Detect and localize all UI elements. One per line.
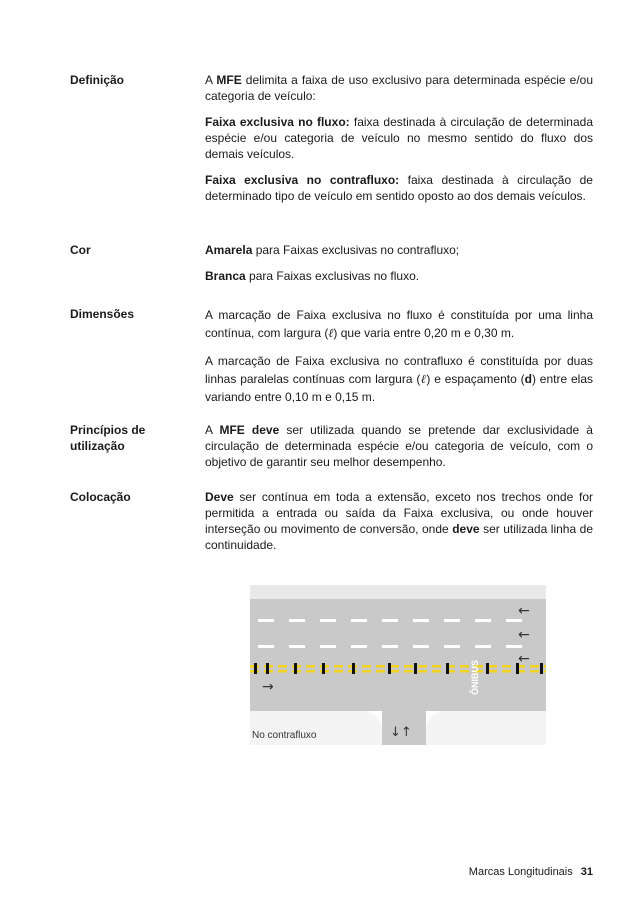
separator-post — [446, 663, 449, 674]
caption-no-contrafluxo: No contrafluxo — [252, 730, 317, 741]
yellow-dash — [362, 670, 371, 673]
text: faixa destinada à circulação de determinado tipo de veículo em sentido oposto ao dos demais veículos. — [205, 173, 593, 203]
yellow-dash — [544, 665, 546, 668]
separator-post — [266, 663, 269, 674]
bold-term: Deve — [205, 490, 234, 504]
content-principios — [205, 422, 593, 480]
white-dash — [289, 619, 305, 622]
yellow-dash — [306, 665, 315, 668]
yellow-dash — [334, 670, 343, 673]
road-diagram — [250, 585, 546, 745]
label-colocacao: Colocação — [70, 490, 131, 504]
dimensoes-p2 — [205, 352, 593, 406]
separator-post — [486, 663, 489, 674]
right-arrow: → — [262, 679, 274, 695]
separator-post — [540, 663, 543, 674]
label-line: Princípios de — [70, 423, 146, 437]
white-dash — [475, 645, 491, 648]
yellow-dash — [376, 665, 385, 668]
updown-arrows: ↓↑ — [390, 725, 412, 740]
yellow-dash — [404, 665, 413, 668]
sidewalk-top — [250, 585, 546, 599]
separator-post — [414, 663, 417, 674]
page-number: 31 — [580, 866, 593, 878]
text: ) que varia entre 0,20 m e 0,30 m. — [333, 326, 515, 340]
bold-term: Branca — [205, 269, 246, 283]
text: faixa destinada à circulação de determinada espécie e/ou categoria de veículo no mesmo sentido do fluxo dos demais veículos. — [205, 115, 593, 161]
separator-post — [322, 663, 325, 674]
text: ser utilizada quando se pretende dar exclusividade à circulação de determinada espécie e/ou categoria de veículo, com o objetivo de garantir seu melhor desempenho. — [205, 423, 593, 469]
white-dash — [382, 645, 398, 648]
white-dash — [382, 619, 398, 622]
principios-p1 — [205, 422, 593, 470]
cor-p1 — [205, 242, 593, 258]
yellow-dash — [278, 665, 287, 668]
yellow-dash — [530, 670, 539, 673]
separator-post — [294, 663, 297, 674]
white-dash — [506, 645, 522, 648]
curb-right — [426, 711, 546, 745]
white-dash — [444, 645, 460, 648]
yellow-dash — [306, 670, 315, 673]
yellow-dash — [460, 670, 469, 673]
text: ser utilizada linha de continuidade. — [205, 522, 593, 552]
yellow-dash — [334, 665, 343, 668]
yellow-dash — [418, 670, 427, 673]
colocacao-p1 — [205, 489, 593, 553]
dimensoes-p1 — [205, 306, 593, 342]
yellow-dash — [390, 665, 399, 668]
bold-term: MFE deve — [219, 423, 280, 437]
yellow-dash — [460, 665, 469, 668]
white-dash — [475, 619, 491, 622]
separator-post — [388, 663, 391, 674]
bold-term: d — [524, 372, 532, 386]
definicao-p3 — [205, 172, 593, 204]
yellow-dash — [418, 665, 427, 668]
content-colocacao — [205, 489, 593, 563]
yellow-dash — [502, 670, 511, 673]
text: delimita a faixa de uso exclusivo para determinada espécie e/ou categoria de veículo: — [205, 73, 593, 103]
text: para Faixas exclusivas no fluxo. — [245, 269, 420, 283]
yellow-dash — [432, 665, 441, 668]
yellow-dash — [502, 665, 511, 668]
label-dimensoes: Dimensões — [70, 307, 135, 321]
label-principios — [70, 422, 190, 454]
white-dash — [413, 645, 429, 648]
separator-post — [352, 663, 355, 674]
white-dash — [258, 645, 274, 648]
white-dash — [351, 619, 367, 622]
white-dash — [506, 619, 522, 622]
white-dash — [258, 619, 274, 622]
width-symbol: ℓ — [420, 372, 427, 386]
bold-term: Amarela — [205, 243, 253, 257]
yellow-dash — [530, 665, 539, 668]
bold-term: Faixa exclusiva no fluxo: — [205, 115, 350, 129]
yellow-dash — [488, 670, 497, 673]
text: A — [205, 423, 220, 437]
content-dimensoes — [205, 306, 593, 416]
text: para Faixas exclusivas no contrafluxo; — [252, 243, 460, 257]
text: ) e espaçamento ( — [426, 372, 525, 386]
yellow-dash — [544, 670, 546, 673]
label-line: utilização — [70, 439, 125, 453]
footer-section: Marcas Longitudinais — [468, 866, 573, 878]
white-dash — [289, 645, 305, 648]
yellow-dash — [390, 670, 399, 673]
text: ser contínua em toda a extensão, exceto nos trechos onde for permitida a entrada ou saída da Faixa exclusiva, ou onde houver interseção ou movimento de conversão, onde — [205, 490, 593, 536]
text: A — [205, 73, 217, 87]
white-dash — [444, 619, 460, 622]
content-cor — [205, 242, 593, 294]
bold-term: MFE — [216, 73, 242, 87]
yellow-dash — [488, 665, 497, 668]
separator-post — [254, 663, 257, 674]
left-arrow-3: ← — [518, 651, 530, 667]
white-dash — [320, 645, 336, 648]
white-dash — [351, 645, 367, 648]
yellow-dash — [404, 670, 413, 673]
yellow-dash — [432, 670, 441, 673]
cor-p2 — [205, 268, 593, 284]
label-cor: Cor — [70, 243, 91, 257]
yellow-dash — [376, 670, 385, 673]
yellow-dash — [362, 665, 371, 668]
white-dash — [320, 619, 336, 622]
bold-term: deve — [452, 522, 480, 536]
left-arrow-2: ← — [518, 627, 530, 643]
definicao-p1 — [205, 72, 593, 104]
text: A marcação de Faixa exclusiva no contrafluxo é constituída por duas linhas paralelas contínuas com largura ( — [205, 354, 593, 386]
road-diagram-svg — [250, 585, 546, 745]
content-definicao — [205, 72, 593, 214]
left-arrow-1: ← — [518, 603, 530, 619]
yellow-dash — [278, 670, 287, 673]
white-dash — [413, 619, 429, 622]
bus-pavement-text: ÔNIBUS — [470, 659, 480, 695]
label-definicao: Definição — [70, 73, 125, 87]
definicao-p2 — [205, 114, 593, 162]
width-symbol: ℓ — [328, 326, 334, 340]
page-footer — [469, 866, 593, 878]
text: A marcação de Faixa exclusiva no fluxo é constituída por uma linha contínua, com largura ( — [205, 308, 593, 340]
road-surface — [250, 599, 546, 711]
bold-term: Faixa exclusiva no contrafluxo: — [205, 173, 400, 187]
text: ) entre elas variando entre 0,10 m e 0,15 m. — [205, 372, 594, 404]
